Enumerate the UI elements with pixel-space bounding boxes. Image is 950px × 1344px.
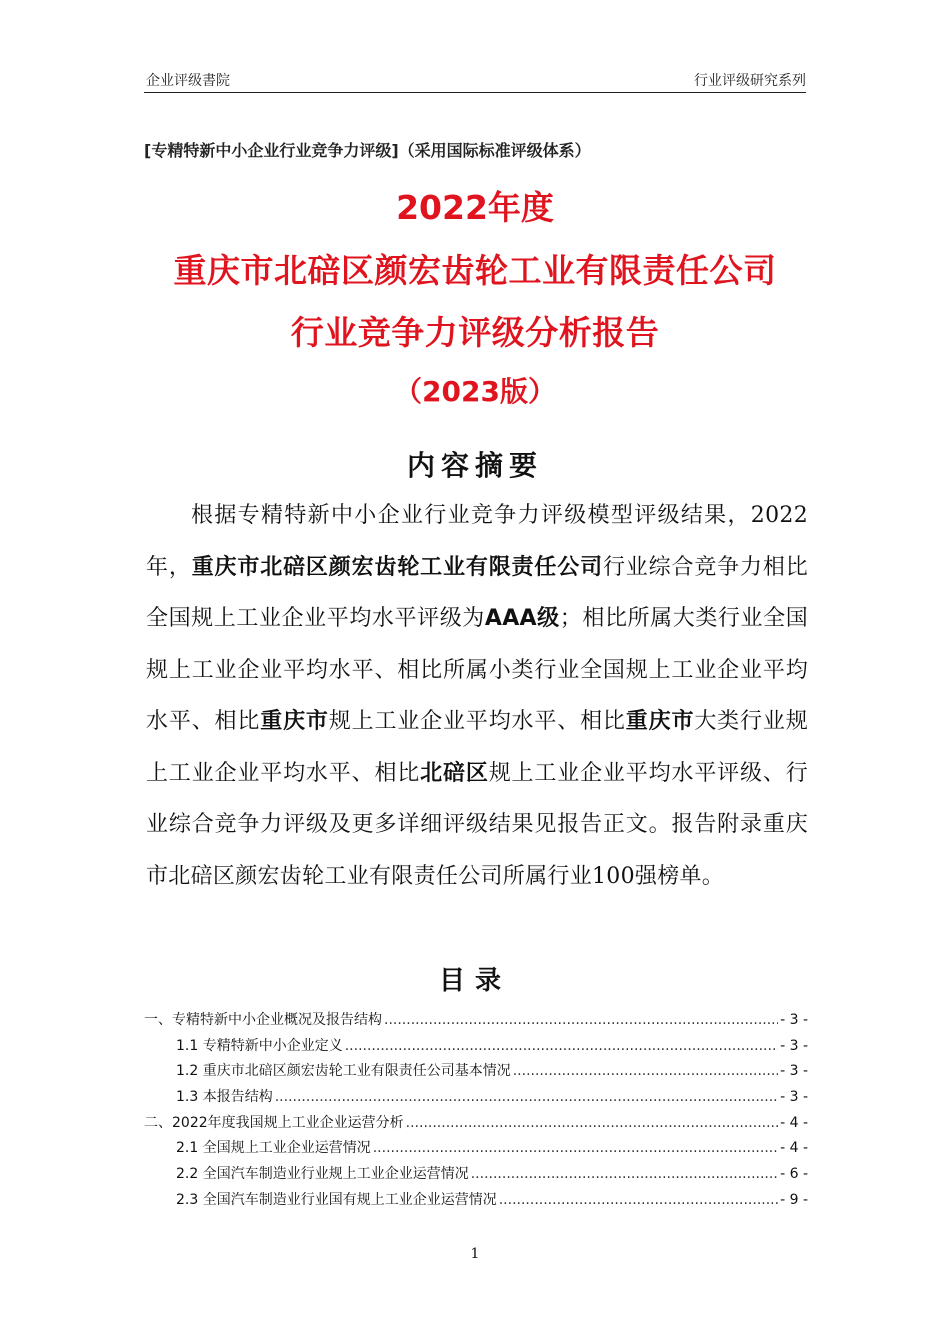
abstract-emphasis: 北碚区 — [420, 760, 489, 786]
toc-leader-dots — [513, 1059, 778, 1085]
toc-entry-page: - 4 - — [780, 1140, 808, 1157]
toc-leader-dots — [275, 1085, 778, 1111]
abstract-text: 规上工业企业平均水平评级、行业综合竞争力评级及更多详细评级结果见报告正文。报告附录重庆市北碚区颜宏齿轮工业有限责任公司所属行业100强榜单。 — [146, 760, 808, 889]
toc-leader-dots — [384, 1008, 778, 1034]
title-edition: （2023版） — [394, 375, 556, 408]
toc-entry-page: - 9 - — [780, 1191, 808, 1208]
toc-entry-title: 二、2022年度我国规上工业企业运营分析 — [144, 1114, 404, 1131]
toc-entry-page: - 3 - — [780, 1063, 808, 1080]
abstract-text: 行业综合竞争力相比全国规上工业企业平均水平评级为 — [146, 554, 809, 631]
toc-entry[interactable] — [144, 1162, 808, 1188]
abstract-emphasis: AAA级 — [484, 606, 560, 631]
abstract-emphasis: 重庆市北碚区颜宏齿轮工业有限责任公司 — [191, 554, 603, 580]
toc-leader-dots — [406, 1111, 778, 1137]
toc-entry[interactable] — [144, 1188, 808, 1214]
abstract-paragraph — [146, 490, 808, 902]
abstract-heading: 内容摘要 — [406, 449, 543, 482]
toc-entry[interactable] — [144, 1034, 808, 1060]
toc-entry-page: - 3 - — [780, 1037, 808, 1054]
toc-entry[interactable] — [144, 1008, 808, 1034]
toc-entry-page: - 3 - — [780, 1089, 808, 1106]
toc-entry-title: 2.2 全国汽车制造业行业规上工业企业运营情况 — [176, 1166, 469, 1183]
toc-entry-title: 1.3 本报告结构 — [176, 1089, 273, 1106]
abstract-text: 规上工业企业平均水平、相比 — [328, 709, 626, 734]
toc-entry[interactable] — [144, 1085, 808, 1111]
title-report: 行业竞争力评级分析报告 — [290, 313, 660, 352]
header-left: 企业评级書院 — [146, 73, 230, 89]
toc-heading: 目录 — [438, 966, 511, 996]
toc-entry[interactable] — [144, 1136, 808, 1162]
toc-entry-title: 2.1 全国规上工业企业运营情况 — [176, 1140, 371, 1157]
toc-entry-title: 一、专精特新中小企业概况及报告结构 — [144, 1012, 382, 1028]
report-subtitle: [专精特新中小企业行业竞争力评级]（采用国际标准评级体系） — [144, 141, 591, 160]
abstract-text: 根据专精特新中小企业行业竞争力评级模型评级结果，2022年， — [146, 503, 808, 580]
toc-entry[interactable] — [144, 1111, 808, 1137]
toc-entry-title: 1.1 专精特新中小企业定义 — [176, 1037, 343, 1054]
title-company: 重庆市北碚区颜宏齿轮工业有限责任公司 — [173, 251, 777, 290]
abstract-emphasis: 重庆市 — [625, 709, 695, 734]
toc-entry-page: - 6 - — [780, 1166, 808, 1183]
abstract-emphasis: 重庆市 — [260, 709, 329, 734]
abstract-text: 大类行业规上工业企业平均水平、相比 — [146, 709, 808, 786]
toc-entry-page: - 4 - — [780, 1114, 808, 1131]
toc-entry-title: 2.3 全国汽车制造业行业国有规上工业企业运营情况 — [176, 1191, 497, 1208]
toc-leader-dots — [499, 1188, 778, 1214]
toc-leader-dots — [471, 1162, 778, 1188]
toc-leader-dots — [373, 1136, 778, 1162]
header-right: 行业评级研究系列 — [694, 73, 806, 89]
title-year: 2022年度 — [396, 188, 554, 227]
toc-entry-page: - 3 - — [780, 1012, 808, 1028]
page-number: 1 — [470, 1246, 480, 1262]
toc-entry[interactable] — [144, 1059, 808, 1085]
toc-entry-title: 1.2 重庆市北碚区颜宏齿轮工业有限责任公司基本情况 — [176, 1063, 511, 1080]
header-divider — [144, 92, 806, 93]
toc-leader-dots — [345, 1034, 778, 1060]
table-of-contents — [144, 1008, 808, 1214]
abstract-text: ；相比所属大类行业全国规上工业企业平均水平、相比所属小类行业全国规上工业企业平均水平、相比 — [146, 606, 808, 734]
